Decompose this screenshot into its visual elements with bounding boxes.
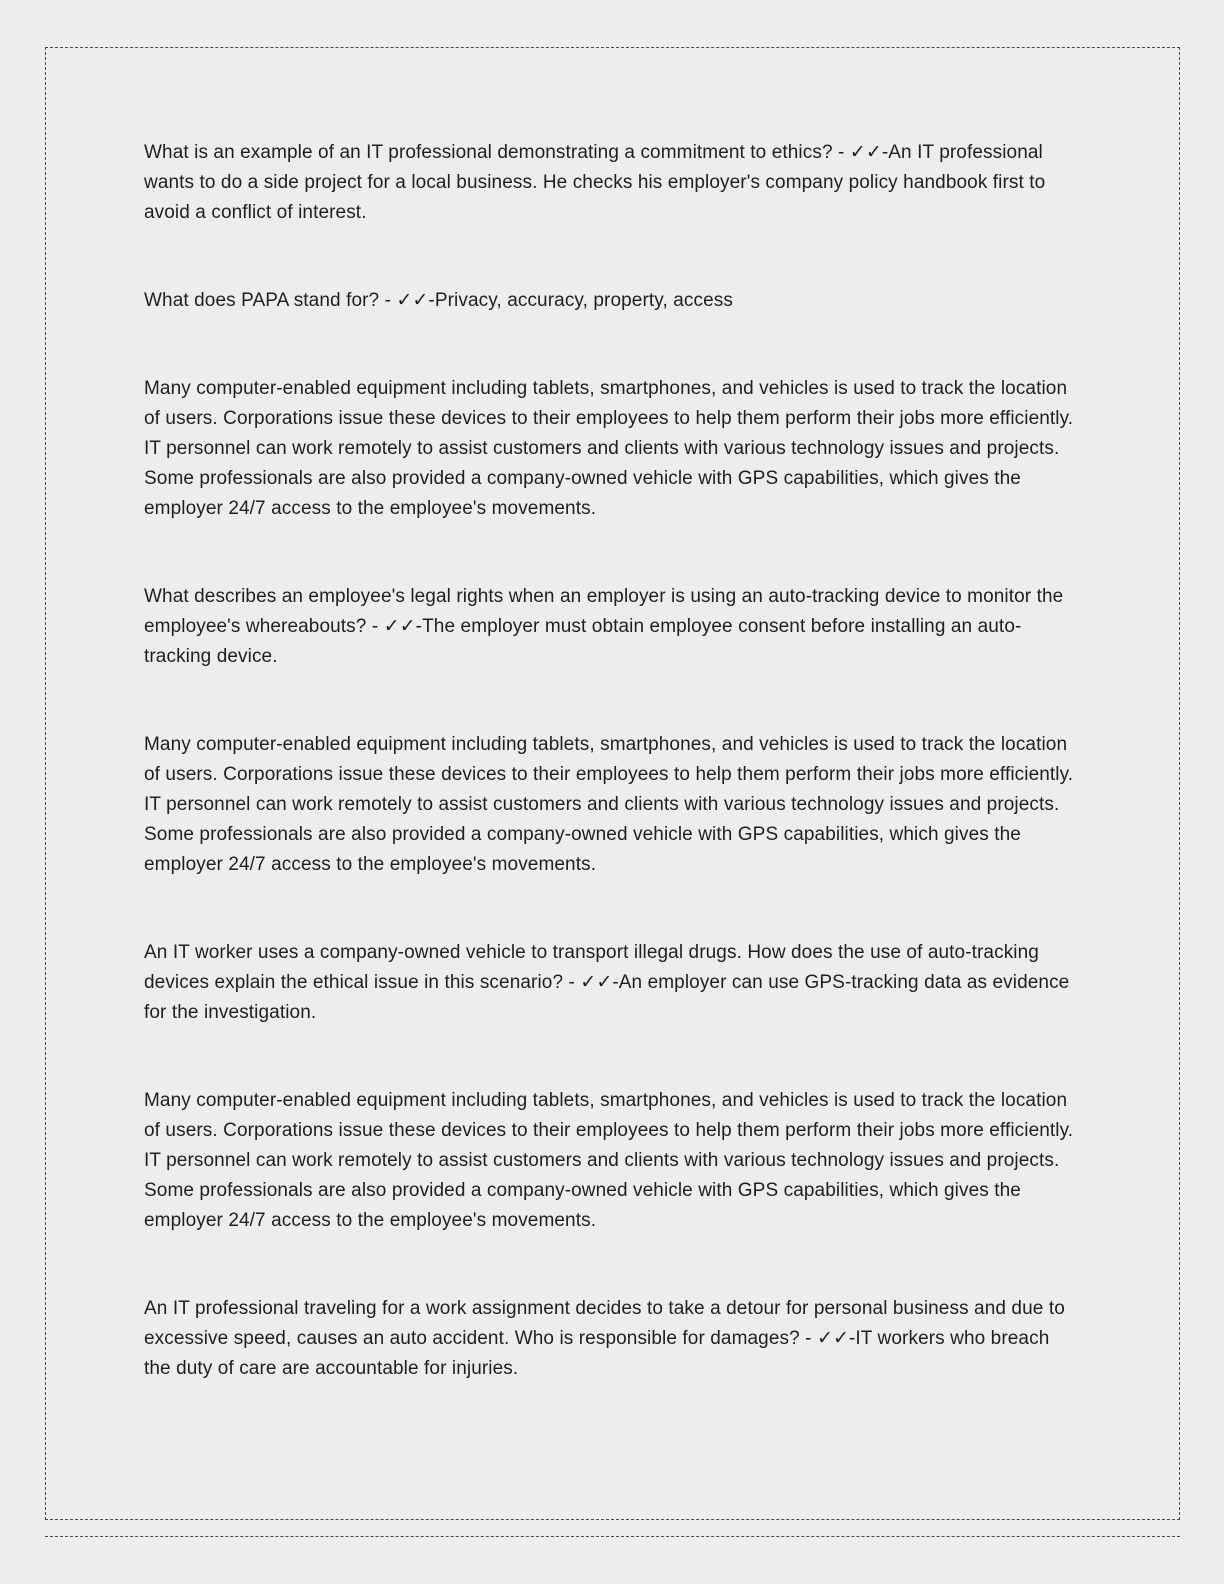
paragraph-ethics-example-qa: What is an example of an IT professional demonstrating a commitment to ethics? - ✓✓-An IT professional wants to do a side project for a local business. He checks his employer's company policy handbook first to avoid a conflict of interest.	[144, 142, 1046, 223]
page-dashed-border	[45, 47, 1180, 1520]
paragraph-tracking-scenario-3: Many computer-enabled equipment including tablets, smartphones, and vehicles is used to track the location of users. Corporations issue these devices to their employees to help them perform their jobs more efficiently. IT personnel can work remotely to assist customers and clients with various technology issues and projects. Some professionals are also provided a company-owned vehicle with GPS capabilities, which gives the employer 24/7 access to the employee's movements.	[144, 1090, 1074, 1231]
paragraph-papa-qa: What does PAPA stand for? - ✓✓-Privacy, accuracy, property, access	[144, 290, 733, 311]
paragraph-tracking-scenario-1: Many computer-enabled equipment including tablets, smartphones, and vehicles is used to track the location of users. Corporations issue these devices to their employees to help them perform their jobs more efficiently. IT personnel can work remotely to assist customers and clients with various technology issues and projects. Some professionals are also provided a company-owned vehicle with GPS capabilities, which gives the employer 24/7 access to the employee's movements.	[144, 378, 1074, 519]
paragraph-auto-accident-qa: An IT professional traveling for a work assignment decides to take a detour for personal business and due to excessive speed, causes an auto accident. Who is responsible for damages? - ✓✓-IT workers who breach the duty of care are accountable for injuries.	[144, 1298, 1065, 1379]
document-body	[46, 48, 1179, 1519]
page-break-dashed-line	[45, 1536, 1180, 1537]
paragraph-illegal-drugs-qa: An IT worker uses a company-owned vehicle to transport illegal drugs. How does the use of auto-tracking devices explain the ethical issue in this scenario? - ✓✓-An employer can use GPS-tracking data as evidence for the investigation.	[144, 942, 1070, 1023]
paragraph-legal-rights-qa: What describes an employee's legal rights when an employer is using an auto-tracking device to monitor the employee's whereabouts? - ✓✓-The employer must obtain employee consent before installing an auto-tracking device.	[144, 586, 1064, 667]
paragraph-tracking-scenario-2: Many computer-enabled equipment including tablets, smartphones, and vehicles is used to track the location of users. Corporations issue these devices to their employees to help them perform their jobs more efficiently. IT personnel can work remotely to assist customers and clients with various technology issues and projects. Some professionals are also provided a company-owned vehicle with GPS capabilities, which gives the employer 24/7 access to the employee's movements.	[144, 734, 1074, 875]
